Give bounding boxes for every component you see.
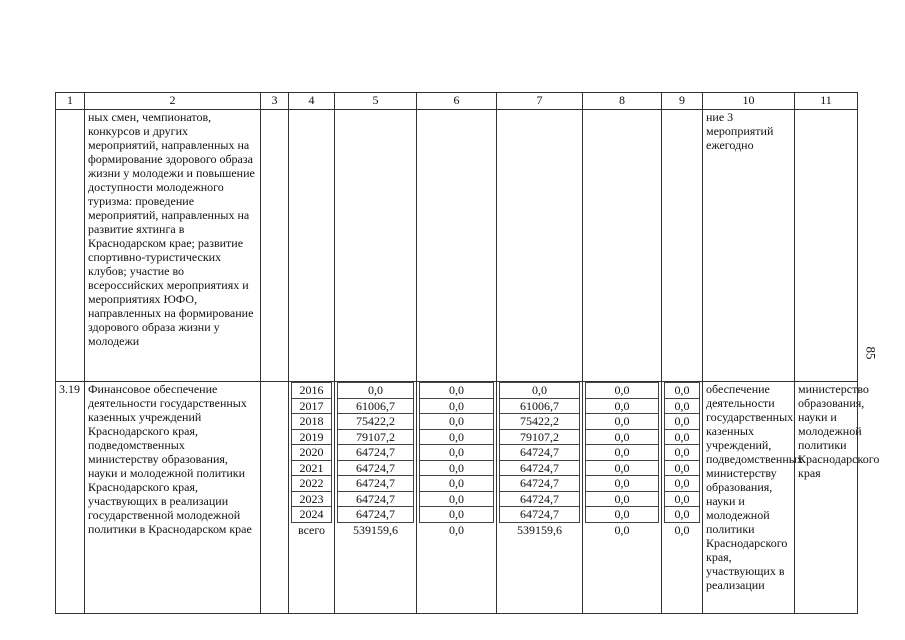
header-cell: 10: [703, 93, 795, 110]
value-cell: 0,0: [665, 383, 699, 399]
value-cell: 64724,7: [520, 507, 559, 521]
value-cell: 75422,2: [338, 414, 413, 430]
col5-values: [335, 382, 417, 614]
year-cell: 2018: [292, 414, 331, 430]
year-cell: 2024: [299, 507, 324, 521]
value-cell: 64724,7: [338, 492, 413, 508]
value-cell: 0,0: [586, 414, 658, 430]
value-cell: 79107,2: [338, 430, 413, 446]
executor: министерство образования, науки и молодежной политики Краснодарского края: [795, 382, 858, 614]
header-cell: 8: [583, 93, 662, 110]
value-cell: 0,0: [674, 507, 690, 521]
value-cell: 0,0: [665, 399, 699, 415]
value-cell: 0,0: [420, 399, 493, 415]
value-cell: 0,0: [586, 461, 658, 477]
value-cell: 0,0: [586, 430, 658, 446]
value-cell: 0,0: [420, 461, 493, 477]
value-cell: 0,0: [586, 476, 658, 492]
value-cell: 79107,2: [500, 430, 579, 446]
value-cell: 0,0: [586, 383, 658, 399]
table-row: [56, 382, 858, 614]
year-cell: 2017: [292, 399, 331, 415]
row-number: 3.19: [56, 382, 85, 614]
table-row: [56, 110, 858, 382]
value-cell: 64724,7: [500, 461, 579, 477]
value-cell: 0,0: [665, 492, 699, 508]
value-cell: 64724,7: [356, 507, 395, 521]
header-row: [56, 93, 858, 110]
value-cell: 61006,7: [500, 399, 579, 415]
value-cell: 64724,7: [500, 445, 579, 461]
value-cell: 0,0: [586, 399, 658, 415]
value-cell: 0,0: [665, 461, 699, 477]
value-cell: 0,0: [665, 476, 699, 492]
activity-description: ных смен, чемпионатов, конкурсов и других мероприятий, направленных на формирование здорового образа жизни у молодежи и повышение доступности молодежного туризма: проведение мероприятий, направленных на развитие яхтинга в Краснодарском крае; развитие спортивно-туристических клубов; участие во всероссийских мероприятиях и мероприятиях ЮФО, направленных на формирование здорового образа жизни у молодежи: [85, 110, 261, 382]
value-cell: 0,0: [665, 414, 699, 430]
value-cell: 0,0: [500, 383, 579, 399]
value-cell: 0,0: [586, 445, 658, 461]
header-cell: 9: [662, 93, 703, 110]
value-cell: 539159,6: [353, 522, 398, 537]
header-cell: 3: [261, 93, 289, 110]
value-cell: 0,0: [420, 383, 493, 399]
value-cell: 0,0: [665, 445, 699, 461]
year-cell: 2022: [292, 476, 331, 492]
value-cell: 0,0: [614, 507, 630, 521]
page-number: 85: [863, 346, 879, 360]
value-cell: 0,0: [420, 414, 493, 430]
value-cell: 0,0: [338, 383, 413, 399]
value-cell: 64724,7: [338, 445, 413, 461]
value-cell: 64724,7: [338, 476, 413, 492]
years-box: [291, 382, 332, 523]
header-cell: 4: [289, 93, 335, 110]
result-description: обеспечение деятельности государственных казенных учреждений, подведомственных министерству образования, науки и молодежной политики Краснодарского края, участвующих в реализации: [703, 382, 795, 614]
year-cell: 2020: [292, 445, 331, 461]
value-cell: 64724,7: [500, 476, 579, 492]
value-cell: 61006,7: [338, 399, 413, 415]
value-cell: 75422,2: [500, 414, 579, 430]
header-cell: 5: [335, 93, 417, 110]
value-cell: 0,0: [420, 430, 493, 446]
years-column: [289, 382, 335, 614]
value-cell: 0,0: [586, 492, 658, 508]
year-cell: 2021: [292, 461, 331, 477]
header-cell: 1: [56, 93, 85, 110]
value-cell: 64724,7: [500, 492, 579, 508]
value-cell: 0,0: [665, 430, 699, 446]
header-cell: 6: [417, 93, 497, 110]
col8-values: [583, 382, 662, 614]
value-cell: 539159,6: [517, 522, 562, 537]
header-cell: 11: [795, 93, 858, 110]
executor: [795, 110, 858, 382]
col7-values: [497, 382, 583, 614]
value-cell: 0,0: [420, 476, 493, 492]
value-cell: 64724,7: [338, 461, 413, 477]
col6-values: [417, 382, 497, 614]
value-cell: 0,0: [674, 522, 690, 537]
year-cell: всего: [297, 522, 326, 537]
value-cell: 0,0: [614, 522, 630, 537]
value-cell: 0,0: [420, 492, 493, 508]
col9-values: [662, 382, 703, 614]
header-cell: 2: [85, 93, 261, 110]
header-cell: 7: [497, 93, 583, 110]
year-cell: 2016: [292, 383, 331, 399]
result-description: ние 3 мероприятий ежегодно: [703, 110, 795, 382]
year-cell: 2019: [292, 430, 331, 446]
value-cell: 0,0: [449, 507, 464, 521]
value-cell: 0,0: [420, 445, 493, 461]
value-cell: 0,0: [449, 522, 464, 537]
activity-description: Финансовое обеспечение деятельности государственных казенных учреждений Краснодарского края, подведомственных министерству образования, науки и молодежной политики Краснодарского края, участвующих в реализации государственной молодежной политики в Краснодарском крае: [85, 382, 261, 614]
year-cell: 2023: [292, 492, 331, 508]
